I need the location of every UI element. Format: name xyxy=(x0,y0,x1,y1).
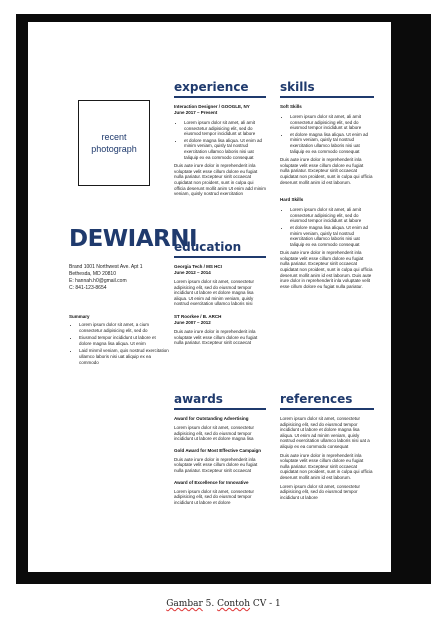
awards-section xyxy=(174,392,266,505)
caption-number: 5. xyxy=(202,599,218,609)
photo-placeholder xyxy=(78,100,150,186)
references-heading: references xyxy=(280,392,374,410)
contact-block xyxy=(69,264,169,292)
education-school-1: Georgia Tech / MS HCI xyxy=(174,264,222,269)
education-heading: education xyxy=(174,240,266,258)
contact-email: E: hannah.h0@gmail.com xyxy=(69,278,127,284)
award-title-2: Gold Award for Most Effective Campaign xyxy=(174,447,262,453)
experience-job-dates: June 2017 – Present xyxy=(174,110,218,115)
contact-phone: C: 841-123-8654 xyxy=(69,285,107,291)
hard-skills-bullets xyxy=(280,207,374,247)
summary-item: • Lorem ipsum dolor sit amet, a cium consectetur adipisicing elit, sed do xyxy=(79,322,169,334)
references-paragraph-3: Lorem ipsum dolor sit amet, consectetur adipisicing elit, sed do eiusmod tempor incididunt ut labore xyxy=(280,483,361,500)
soft-skills-heading: Soft Skills xyxy=(280,104,302,109)
experience-bullet: • Lorem ipsum dolor sit amet, ali amit consectetur adipisicing elit, sed do eiusmod tempor incididunt ut labore xyxy=(184,120,266,137)
award-title-1: Award for Outstanding Advertising xyxy=(174,416,249,421)
soft-skill-bullet: • et dolore magna lisa aliqua. Ut enim ad minim veniam, quisly tal nostrud exercitation ullamco laboris nisi uat taliquip ex ea commodo consequat xyxy=(290,132,374,154)
references-section xyxy=(280,392,374,500)
experience-paragraph: Duis aute irure dolor in reprehenderit inla voluptate velit esse cillum dolore eu fugiat nulla pariatur. Excepteur sinlt occaecat cupidatat non proident, sunt in culpa qui officia deserunt mollit anim Ut enim add minim veniam, quisly nostrud exercitation xyxy=(174,163,266,197)
hard-skills-heading: Hard Skills xyxy=(280,197,304,203)
education-section xyxy=(174,240,266,346)
skills-heading: skills xyxy=(280,80,374,98)
education-paragraph-1: Lorem ipsum dolor sit amet, consectetur adipisicing elit, sed do eiusmod tempor incididunt ut labore et dolore magna lisa aliqua. Ut enim ad minim veniam, quisly nostrud exercitation ullamco laboris nisi xyxy=(174,279,255,307)
awards-heading: awards xyxy=(174,392,266,410)
education-school-2: ST Roorkee / B. ARCH xyxy=(174,313,222,319)
hard-skill-bullet: • Lorem ipsum dolor sit amet, ali amit consectetur adipisicing elit, sed do eiusmod tempor incididunt ut labore xyxy=(290,207,374,224)
summary-item: • Eiusmod tempor incididunt ut labore et dolore magna lisa aliqua. Ut enim xyxy=(79,335,169,347)
summary-item: • Laid minmil veniam, quis nostrud exercitation ullamco laboris nisi uat aliquip ex ea commodo xyxy=(79,348,169,366)
photo-label-line1: recent xyxy=(101,132,127,142)
contact-address: Brand 1001 Northwest Ave. Apt 1 xyxy=(69,264,143,270)
caption-rest: CV - 1 xyxy=(250,599,281,609)
summary-heading: Summary xyxy=(69,314,90,319)
references-paragraph-1: Lorem ipsum dolor sit amet, consectetur adipisicing elit, sed do eiusmod tempor incididunt ut labore et dolore magna lisa aliqua. Ut enim ad minim veniam, quisly nostrud exercitation ullamco laboris nisi uat a aliquip ex ea commodo consequat xyxy=(280,416,370,449)
education-paragraph-2: Duis aute irure dolor in reprehenderit inla voluptate velit esse cillum dolore eu fugiat nulla pariatur. Excepteur sinlt occaecat xyxy=(174,328,258,346)
soft-skill-bullet: • Lorem ipsum dolor sit amet, ali amit consectetur adipisicing elit, sed do eiusmod tempor incididunt ut labore xyxy=(290,114,374,131)
education-dates-2: June 2007 – 2012 xyxy=(174,319,211,325)
experience-section xyxy=(174,80,266,197)
award-title-3: Award of Excellence for Innovative xyxy=(174,479,249,485)
candidate-name: DEWIARNI xyxy=(69,226,198,252)
contact-city: Bethesda, MD 20810 xyxy=(69,271,116,277)
experience-job-title: Interaction Designer / GOOGLE, NY xyxy=(174,104,250,109)
experience-bullet: • et dolore magna lisa aliqua. Ut enim ad minim veniam, quisly tal nostrud exercitation ullamco laboris nisi uat taliquip ex ea commodo consequat xyxy=(184,138,266,160)
hard-skills-paragraph: Duis aute irure dolor in reprehenderit inla voluptate velit esse cillum dolore eu fugiat nulla pariatur. Excepteur sinlt occaecat cupidatat non proident, sunt in culpa qui officia deserunt mollit anim id est laborum. Duis aute irure dolor in reprehenderit inla voluptate velit esse cillum dolore eu fugiat nulla pariatur. xyxy=(280,250,373,289)
skills-section xyxy=(280,80,374,289)
award-desc-3: Lorem ipsum dolor sit amet, consectetur adipisicing elit, sed do eiusmod tempor incididunt ut labore et dolore xyxy=(174,488,255,505)
soft-skills-bullets xyxy=(280,114,374,154)
award-desc-1: Lorem ipsum dolor sit amet, consectetur adipisicing elit, sed do eiusmod tempor incididunt ut labore et dolore magna lisa xyxy=(174,425,255,442)
references-paragraph-2: Duis aute irure dolor in reprehenderit inla voluptate velit esse cillum dolore eu fugiat nulla pariatur. Excepteur sinlt occaecat cupidatat non proident, sunt in culpa qui officia deserunt mollit anim id est laborum. xyxy=(280,452,373,480)
soft-skills-paragraph: Duis aute irure dolor in reprehenderit inla voluptate velit esse cillum dolore eu fugiat nulla pariatur. Excepteur sinlt occaecat cupidatat non proident, sunt in culpa qui officia deserunt mollit anim id est laborum. xyxy=(280,157,373,185)
hard-skill-bullet: • et dolore magna lisa aliqua. Ut enim ad minim veniam, quisly tal nostrud exercitation ullamco laboris nisi uat taliquip ex ea commodo consequat xyxy=(290,225,374,247)
experience-bullets xyxy=(174,120,266,160)
education-dates-1: June 2012 – 2014 xyxy=(174,270,211,275)
figure-caption xyxy=(0,599,447,609)
photo-label-line2: photograph xyxy=(91,144,137,154)
summary-list xyxy=(69,322,169,367)
caption-word-2: Contoh xyxy=(217,599,251,609)
experience-heading: experience xyxy=(174,80,266,98)
award-desc-2: Duis aute irure dolor in reprehenderit inla voluptate velit esse cillum dolore eu fugiat nulla pariatur. Excepteur sinlt occaecat xyxy=(174,456,258,473)
caption-word-1: Gambar xyxy=(166,599,203,609)
